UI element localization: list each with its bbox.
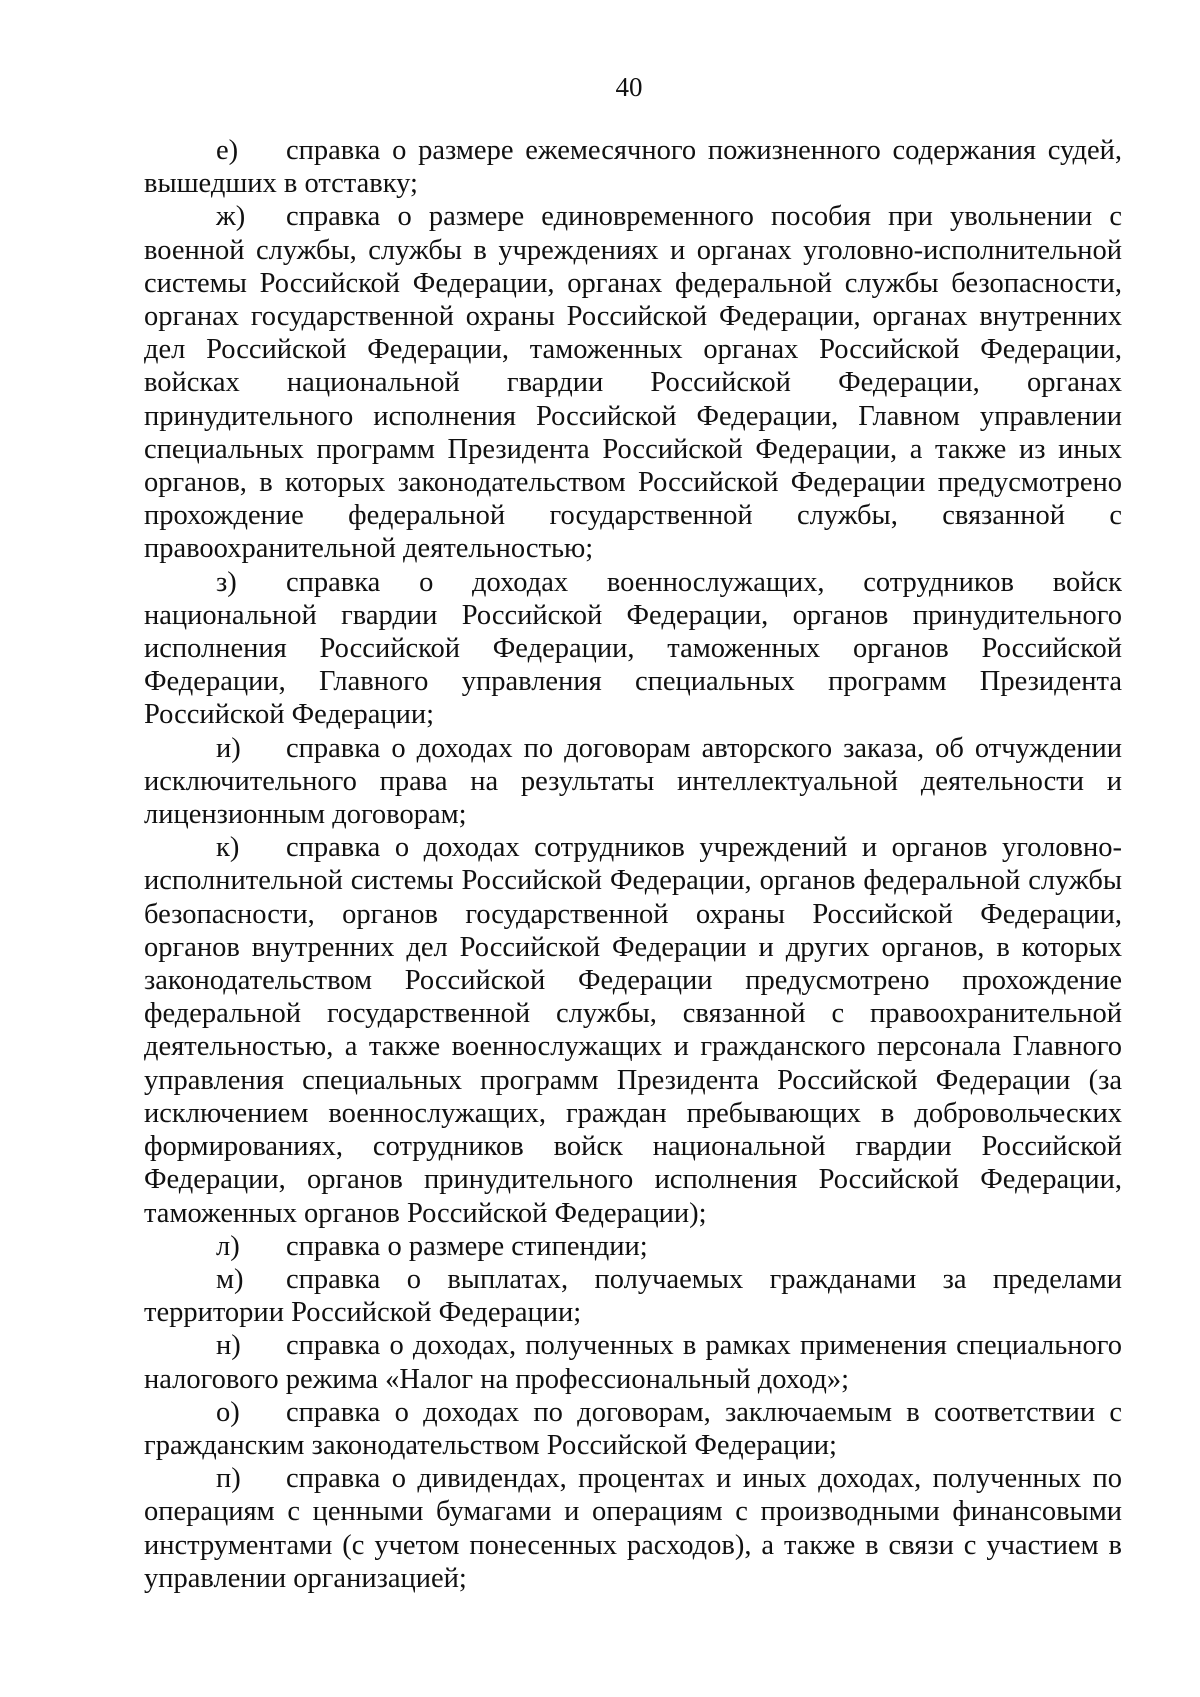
list-item (144, 1396, 1122, 1462)
item-text: справка о доходах по договорам, заключаемым в соответствии с гражданским законодательством Российской Федерации; (144, 1396, 1122, 1461)
list-item (144, 134, 1122, 200)
list-item (144, 1462, 1122, 1595)
item-text: справка о выплатах, получаемых гражданами за пределами территории Российской Федерации; (144, 1263, 1122, 1329)
item-text: справка о дивидендах, процентах и иных доходах, полученных по операциям с ценными бумагами и операциям с производными финансовыми инструментами (с учетом понесенных расходов), а также в связи с участием в управлении организацией; (144, 1463, 1122, 1594)
list-item (144, 1329, 1122, 1395)
item-marker: м) (216, 1263, 244, 1295)
item-text: справка о размере единовременного пособия при увольнении с военной службы, службы в учреждениях и органах уголовно-исполнительной системы Российской Федерации, органах федеральной службы безопасности, органах государственной охраны Российской Федерации, органах внутренних дел Российской Федерации, таможенных органах Российской Федерации, войсках национальной гвардии Российской Федерации, органах принудительного исполнения Российской Федерации, Главном управлении специальных программ Президента Российской Федерации, а также из иных органов, в которых законодательством Российской Федерации предусмотрено прохождение федеральной государственной службы, связанной с правоохранительной деятельностью; (144, 201, 1122, 565)
list-item (144, 1263, 1122, 1329)
item-marker: н) (216, 1330, 241, 1362)
list-item (144, 566, 1122, 732)
item-text: справка о доходах по договорам авторского заказа, об отчуждении исключительного права на результаты интеллектуальной деятельности и лицензионным договорам; (144, 732, 1122, 831)
page-number: 40 (615, 72, 643, 102)
list-item (144, 1230, 1122, 1263)
list-item (144, 200, 1122, 565)
item-marker: е) (216, 135, 239, 166)
item-text: справка о размере стипендии; (286, 1230, 648, 1262)
item-marker: о) (216, 1396, 240, 1428)
list-item (144, 732, 1122, 832)
item-text: справка о доходах сотрудников учреждений и органов уголовно-исполнительной системы Российской Федерации, органов федеральной службы безопасности, органов государственной охраны Российской Федерации, органов внутренних дел Российской Федерации и других органов, в которых законодательством Российской Федерации предусмотрено прохождение федеральной государственной службы, связанной с правоохранительной деятельностью, а также военнослужащих и гражданского персонала Главного управления специальных программ Президента Российской Федерации (за исключением военнослужащих, граждан пребывающих в добровольческих формированиях, сотрудников войск национальной гвардии Российской Федерации, органов принудительного исполнения Российской Федерации, таможенных органов Российской Федерации); (144, 832, 1122, 1229)
item-marker: п) (216, 1463, 241, 1495)
item-text: справка о доходах военнослужащих, сотрудников войск национальной гвардии Российской Федерации, органов принудительного исполнения Российской Федерации, таможенных органов Российской Федерации, Главного управления специальных программ Президента Российской Федерации; (144, 566, 1122, 731)
list-item (144, 831, 1122, 1229)
item-marker: ж) (216, 201, 246, 233)
item-marker: з) (216, 566, 237, 598)
item-text: справка о доходах, полученных в рамках применения специального налогового режима «Налог на профессиональный доход»; (144, 1330, 1122, 1395)
item-marker: к) (216, 832, 240, 864)
item-text: справка о размере ежемесячного пожизненного содержания судей, вышедших в отставку; (144, 135, 1122, 200)
item-marker: и) (216, 732, 241, 764)
document-body (144, 134, 1122, 1595)
item-marker: л) (216, 1230, 240, 1262)
